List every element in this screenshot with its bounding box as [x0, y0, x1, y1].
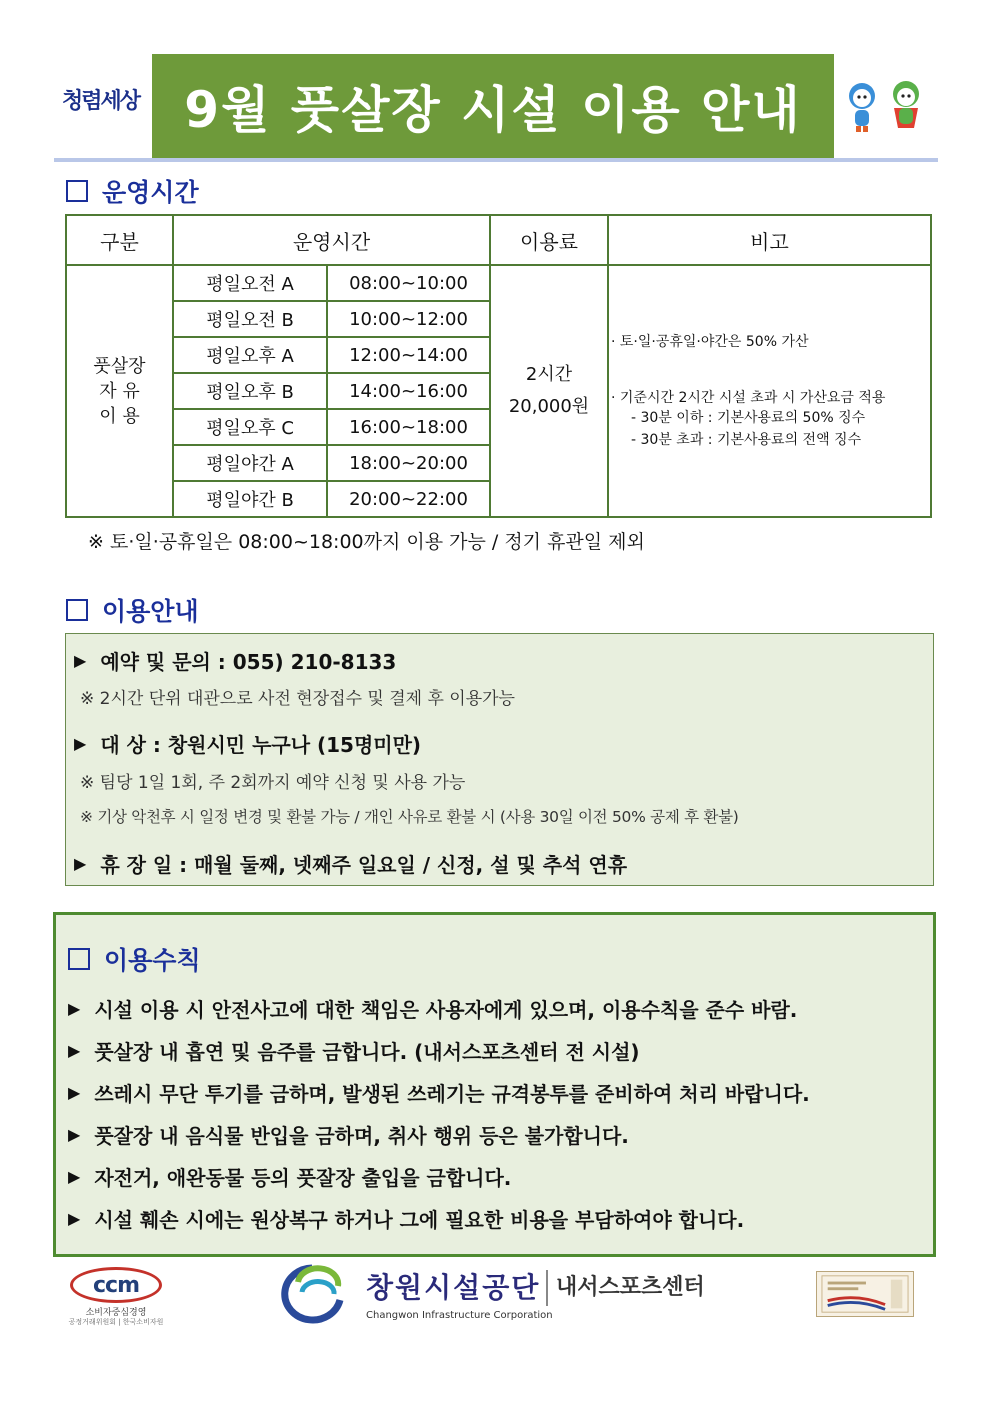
corporation-name: 창원시설공단 [366, 1271, 541, 1304]
arrow-right-icon: ▶ [74, 854, 87, 873]
corporation-english-name: Changwon Infrastructure Corporation [366, 1310, 553, 1321]
arrow-right-icon: ▶ [68, 999, 81, 1018]
time-cell: 12:00~14:00 [327, 337, 490, 373]
ccm-caption-small: 공정거래위원회 | 한국소비자원 [68, 1318, 164, 1326]
table-header-row [66, 215, 931, 265]
corporation-logo-icon [268, 1262, 358, 1328]
arrow-right-icon: ▶ [68, 1041, 81, 1060]
time-cell: 18:00~20:00 [327, 445, 490, 481]
note-overtime: · 기준시간 2시간 시설 초과 시 가산요금 적용 [611, 390, 886, 406]
period-cell: 평일오후 A [173, 337, 327, 373]
time-cell: 14:00~16:00 [327, 373, 490, 409]
period-cell: 평일오후 C [173, 409, 327, 445]
mascot-icon [842, 78, 932, 134]
column-header: 구분 [66, 215, 173, 265]
rule-item: ▶ 시설 이용 시 안전사고에 대한 책임은 사용자에게 있으며, 이용수칙을 준수 바람. [68, 998, 798, 1022]
checkbox-square-icon [66, 599, 88, 621]
rule-item: ▶ 풋잘장 내 음식물 반입을 금하며, 취사 행위 등은 불가합니다. [68, 1124, 629, 1148]
usage-info-box [65, 633, 934, 886]
arrow-right-icon: ▶ [68, 1167, 81, 1186]
time-cell: 08:00~10:00 [327, 265, 490, 301]
schedule-table [65, 214, 932, 518]
table-row [66, 265, 931, 301]
arrow-right-icon: ▶ [68, 1209, 81, 1228]
rule-item: ▶ 시설 훼손 시에는 원상복구 하거나 그에 필요한 비용을 부담하여야 합니다. [68, 1208, 745, 1232]
title-banner [152, 54, 834, 158]
ccm-caption: 소비자중심경영 [85, 1308, 147, 1318]
period-cell: 평일오전 B [173, 301, 327, 337]
closed-days-line: ▶ 휴 장 일 : 매월 둘째, 넷째주 일요일 / 신정, 설 및 추석 연휴 [74, 853, 628, 877]
column-header: 비고 [608, 215, 931, 265]
rule-item: ▶ 풋살장 내 흡연 및 음주를 금합니다. (내서스포츠센터 전 시설) [68, 1040, 640, 1064]
note-sub: - 30분 이하 : 기본사용료의 50% 징수 [631, 410, 866, 426]
rule-item: ▶ 쓰레시 무단 투기를 금하며, 발생된 쓰레기는 규격봉투를 준비하여 처리 바랍니다. [68, 1082, 810, 1106]
checkbox-square-icon [66, 180, 88, 202]
section-heading-rules: 이용수칙 [68, 941, 201, 977]
title-divider [54, 158, 938, 162]
period-cell: 평일야간 A [173, 445, 327, 481]
note-sub: - 30분 초과 : 기본사용료의 전액 징수 [631, 432, 862, 448]
checkbox-square-icon [68, 948, 90, 970]
rules-box [53, 912, 936, 1257]
period-cell: 평일야간 B [173, 481, 327, 517]
time-cell: 10:00~12:00 [327, 301, 490, 337]
notes-cell [608, 265, 931, 517]
arrow-right-icon: ▶ [74, 651, 87, 670]
sports-center-name: 내서스포츠센터 [556, 1275, 705, 1300]
page-title: 9월 풋살장 시설 이용 안내 [184, 81, 802, 139]
note-surcharge: · 토·일·공휴일·야간은 50% 가산 [611, 334, 809, 350]
ccm-logo [66, 1267, 166, 1326]
rule-item: ▶ 자전거, 애완동물 등의 풋잘장 출입을 금합니다. [68, 1166, 512, 1190]
column-header: 운영시간 [173, 215, 490, 265]
clean-world-logo [62, 84, 154, 128]
column-header: 이용료 [490, 215, 608, 265]
section-heading-info: 이용안내 [66, 592, 199, 628]
period-cell: 평일오후 B [173, 373, 327, 409]
target-line: ▶ 대 상 : 창원시민 누구나 (15명미만) [74, 733, 422, 757]
table-footnote: ※ 토·일·공휴일은 08:00~18:00까지 이용 가능 / 정기 휴관일 제외 [88, 531, 645, 553]
target-note: ※ 팀당 1일 1회, 주 2회까지 예약 신청 및 사용 가능 [80, 773, 466, 793]
category-cell: 풋살장 자 유 이 용 [66, 265, 173, 517]
section-heading-hours: 운영시간 [66, 173, 199, 209]
time-cell: 16:00~18:00 [327, 409, 490, 445]
arrow-right-icon: ▶ [68, 1125, 81, 1144]
logo-text: 청렴세상 [62, 88, 140, 114]
reservation-line: ▶ 예약 및 문의 : 055) 210-8133 [74, 650, 397, 674]
ccm-logo-mark: ccm [70, 1267, 162, 1303]
period-cell: 평일오전 A [173, 265, 327, 301]
target-note: ※ 기상 악천후 시 일정 변경 및 환불 가능 / 개인 사유로 환불 시 (사용 30일 이전 50% 공제 후 환불) [80, 808, 739, 826]
arrow-right-icon: ▶ [74, 734, 87, 753]
footer-divider [546, 1270, 548, 1306]
reservation-note: ※ 2시간 단위 대관으로 사전 현장접수 및 결제 후 이용가능 [80, 689, 515, 709]
award-certificate-icon [816, 1271, 914, 1317]
arrow-right-icon: ▶ [68, 1083, 81, 1102]
fee-cell: 2시간 20,000원 [490, 265, 608, 517]
time-cell: 20:00~22:00 [327, 481, 490, 517]
